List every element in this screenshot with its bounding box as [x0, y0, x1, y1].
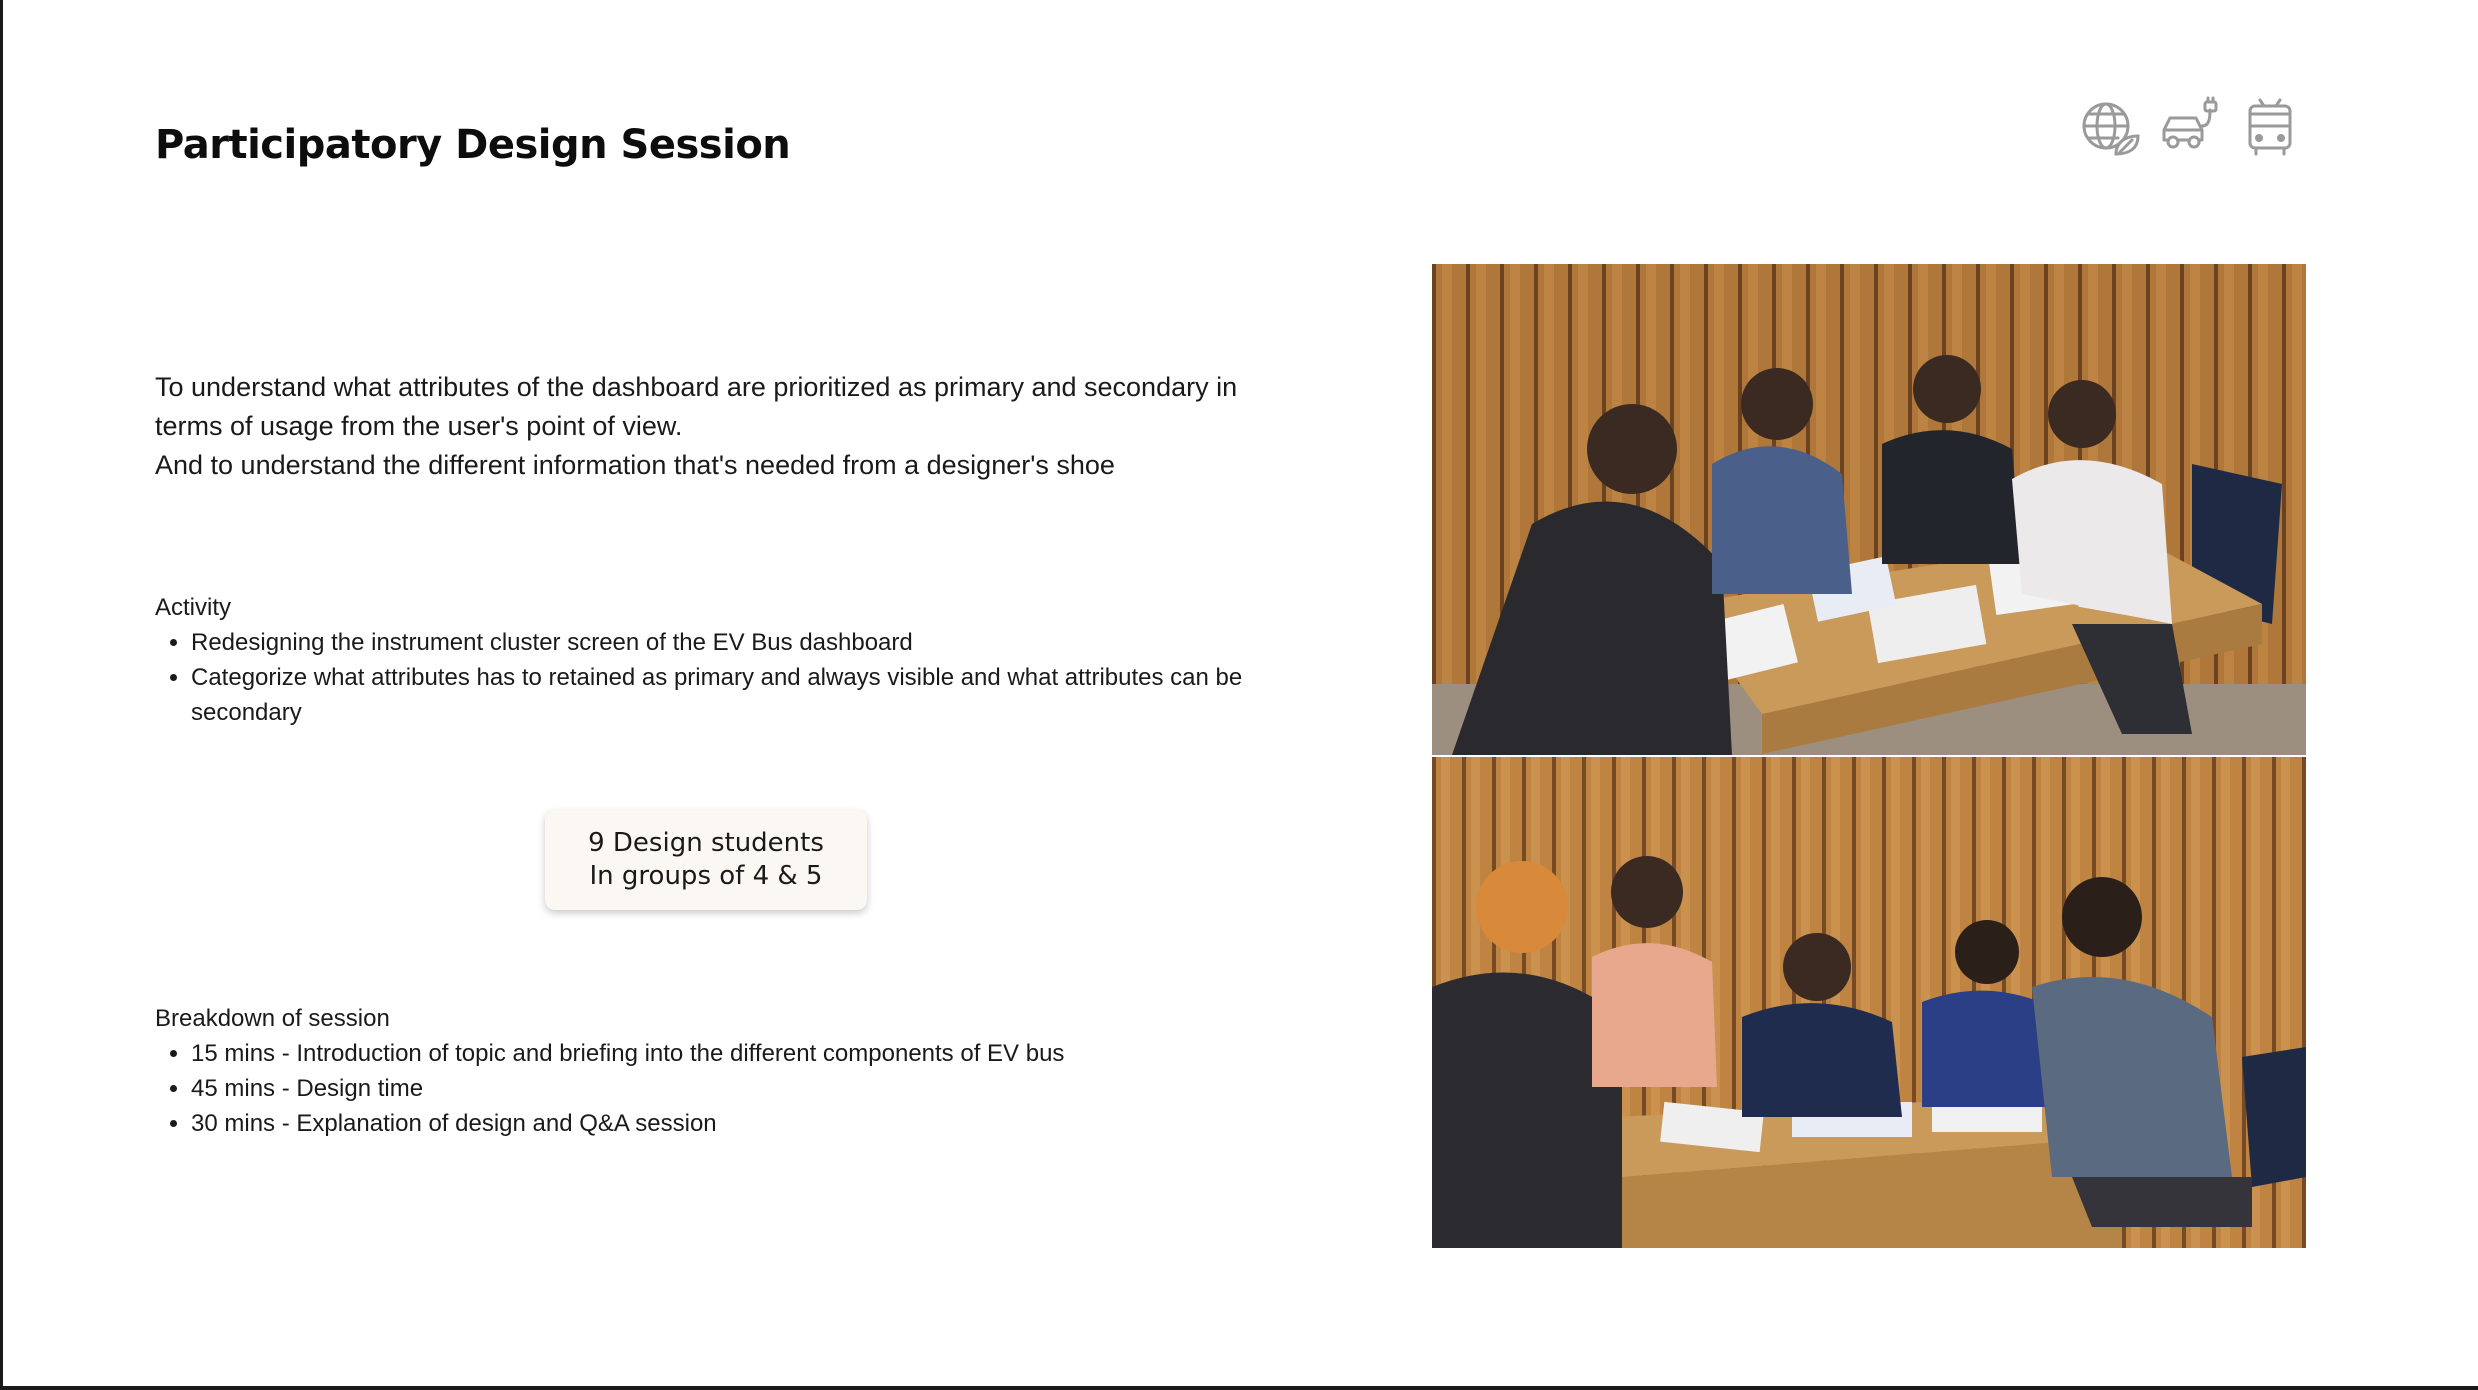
list-item: • Categorize what attributes has to retained as primary and always visible and what attributes can be secondary: [191, 660, 1305, 730]
activity-label: Activity: [155, 594, 232, 621]
breakdown-label: Breakdown of session: [155, 1005, 390, 1032]
list-item: • 15 mins - Introduction of topic and briefing into the different components of EV bus: [191, 1036, 1305, 1071]
session-photos: [1432, 264, 2306, 1248]
session-photo-group-1: [1432, 264, 2306, 755]
ev-car-charging-icon: [2158, 96, 2222, 165]
intro-line: To understand what attributes of the dashboard are prioritized as primary and secondary in: [155, 372, 1238, 402]
intro-paragraph: [155, 368, 1295, 485]
list-item: • 45 mins - Design time: [191, 1071, 1305, 1106]
list-item: • 30 mins - Explanation of design and Q&A session: [191, 1106, 1305, 1141]
breakdown-section: [155, 1001, 1305, 1141]
list-item: • Redesigning the instrument cluster screen of the EV Bus dashboard: [191, 625, 1305, 660]
callout-line: In groups of 4 & 5: [589, 861, 823, 891]
participants-callout: [545, 810, 867, 910]
intro-line: And to understand the different information that's needed from a designer's shoe: [155, 450, 1115, 480]
header-icons: [2078, 96, 2302, 165]
callout-line: 9 Design students: [588, 828, 824, 858]
breakdown-list: [155, 1036, 1305, 1141]
activity-section: [155, 590, 1305, 730]
bus-icon: [2238, 96, 2302, 165]
activity-list: [155, 625, 1305, 730]
session-photo-group-2: [1432, 757, 2306, 1248]
globe-leaf-icon: [2078, 96, 2142, 165]
slide-title: Participatory Design Session: [155, 122, 791, 168]
intro-line: terms of usage from the user's point of view.: [155, 411, 683, 441]
